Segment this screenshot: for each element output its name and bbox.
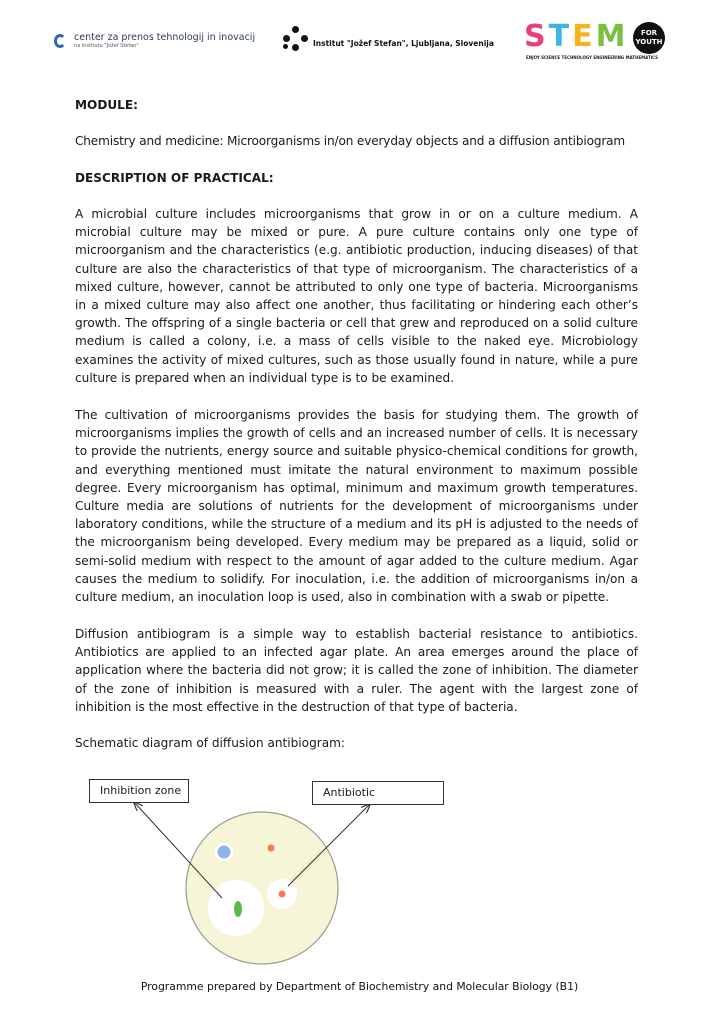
description-label: DESCRIPTION OF PRACTICAL:: [75, 171, 274, 185]
stem-letter-m: M: [595, 19, 629, 54]
stem-tagline: ENJOY SCIENCE TECHNOLOGY ENGINEERING MATHEMATICS: [526, 55, 659, 60]
antibiotic-disc-blue: [218, 846, 231, 859]
ctt-logo-icon: [52, 32, 70, 50]
paragraph-cultivation: The cultivation of microorganisms provides the basis for studying them. The growth of microorganisms implies the growth of cells and an increased number of cells. It is necessary to provide the nutrients, energy source and suitable physico-chemical conditions for growth, and everything mentioned must imitate the natural environment to maximum possible degree. Every microorganism has optimal, minimum and maximum growth temperatures. Culture media are solutions of nutrients for the development of microorganisms under laboratory conditions, while the structure of a medium and its pH is adjusted to the needs of the microorganism being developed. Every medium may be prepared as a liquid, solid or semi-solid medium with respect to the amount of agar added to the culture medium. Agar causes the medium to solidify. For inoculation, i.e. the addition of microorganisms in/on a culture medium, an inoculation loop is used, also in combination with a swab or pipette.: [75, 408, 638, 605]
stem-logo: [524, 20, 674, 65]
ctt-logo-subtitle: na Institutu "Jožef Stefan": [74, 43, 139, 49]
page-header: [0, 18, 719, 68]
stem-letter-s: S: [524, 19, 549, 54]
ijs-dots-icon: [283, 26, 309, 52]
module-title: Chemistry and medicine: Microorganisms in/on everyday objects and a diffusion antibiogram: [75, 134, 626, 148]
antibiotic-disc-orange: [268, 845, 275, 852]
stem-letter-t: T: [548, 19, 573, 54]
agar-plate: [186, 812, 338, 964]
ijs-logo-name: Institut "Jožef Stefan", Ljubljana, Slovenija: [313, 38, 494, 48]
ijs-logo: [283, 26, 494, 52]
ctt-logo-name: center za prenos tehnologij in inovacij: [74, 32, 256, 43]
antibiotic-disc-orange-in-zone: [279, 891, 286, 898]
schematic-caption: Schematic diagram of diffusion antibiogram:: [75, 736, 345, 750]
label-antibiotic: Antibiotic: [312, 781, 444, 805]
paragraph-microbial-culture: A microbial culture includes microorganisms that grow in or on a culture medium. A microbial culture may be mixed or pure. A pure culture contains only one type of microorganism and the characteristics (e.g. antibiotic production, inducing diseases) of that culture are also the characteristics of that type of microorganism. The characteristics of a mixed culture, however, cannot be attributed to only one type of bacteria. Microorganisms in a mixed culture may also affect one another, thus facilitating or hindering each other’s growth. The offspring of a single bacteria or cell that grew and reproduced on a solid culture medium is called a colony, i.e. a mass of cells visible to the naked eye. Microbiology examines the activity of mixed cultures, such as those usually found in nature, while a pure culture is prepared when an individual type is to be examined.: [75, 207, 638, 385]
for-youth-badge: FOR YOUTH: [633, 22, 665, 54]
paragraph-antibiogram: Diffusion antibiogram is a simple way to establish bacterial resistance to antibiotics. Antibiotics are applied to an infected agar plate. An area emerges around the place of application where the bacteria did not grow; it is called the zone of inhibition. The diameter of the zone of inhibition is measured with a ruler. The agent with the largest zone of inhibition is the most effective in the destruction of that type of bacteria.: [75, 627, 638, 714]
page-footer: Programme prepared by Department of Biochemistry and Molecular Biology (B1): [140, 980, 579, 993]
ctt-logo: [52, 32, 255, 50]
antibiotic-disc-green: [234, 901, 242, 917]
module-label: MODULE:: [75, 98, 138, 112]
stem-letters: [524, 20, 628, 54]
antibiogram-diagram: [0, 768, 719, 978]
label-inhibition-zone: Inhibition zone: [89, 779, 189, 803]
stem-letter-e: E: [572, 19, 596, 54]
